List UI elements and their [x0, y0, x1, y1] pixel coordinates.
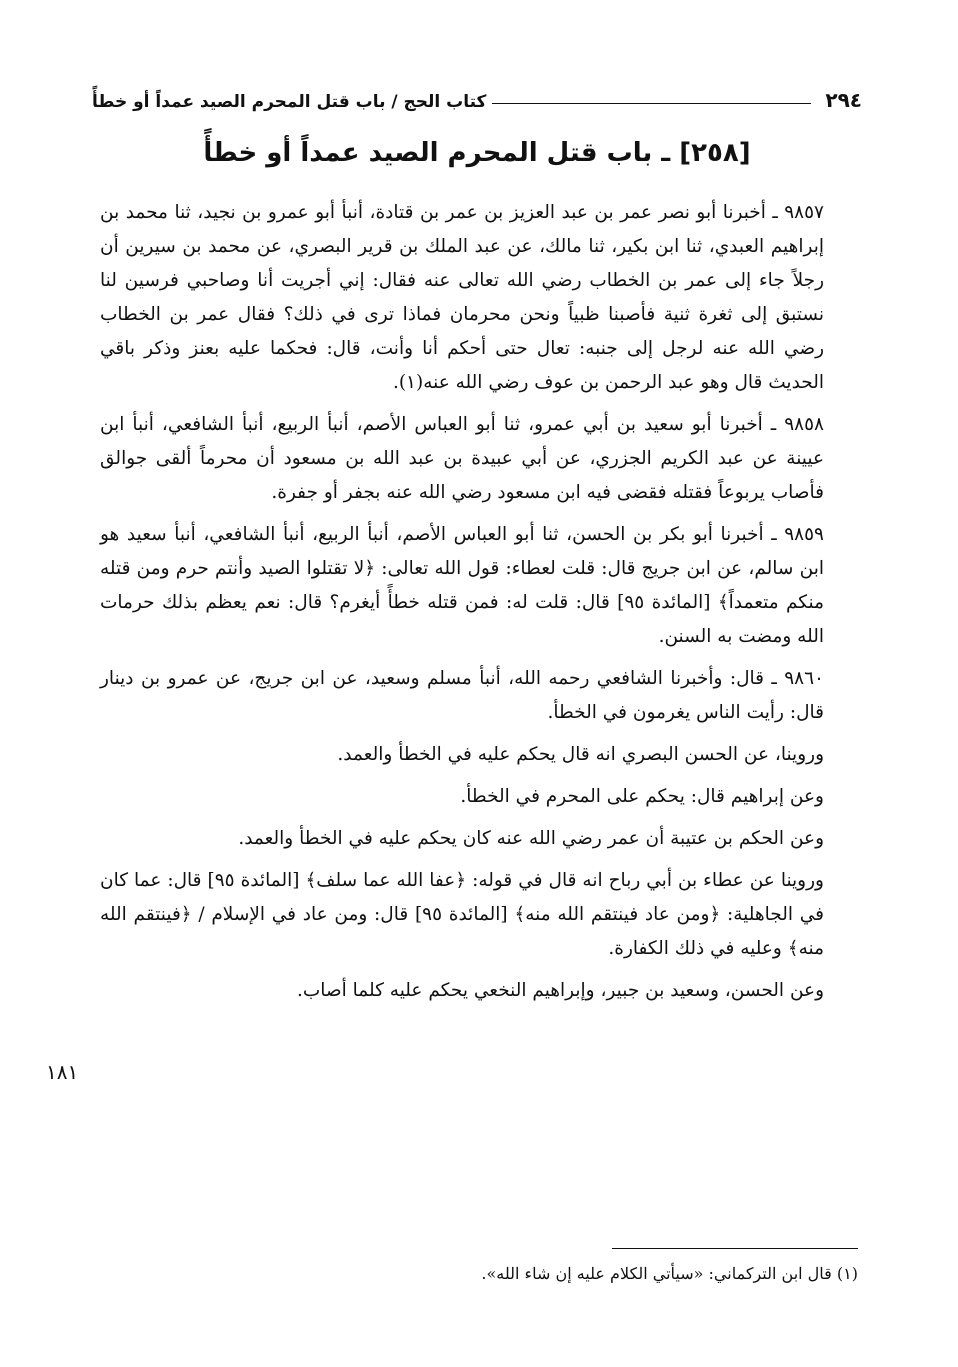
page-number: ٢٩٤: [825, 88, 862, 112]
footnote: (١) قال ابن التركماني: «سيأتي الكلام عليه إن شاء الله».: [481, 1264, 858, 1283]
page-header: [92, 78, 862, 112]
running-title: كتاب الحج / باب قتل المحرم الصيد عمداً أو خطأً: [92, 92, 487, 112]
header-rule: [492, 103, 811, 104]
hadith-9859: ٩٨٥٩ ـ أخبرنا أبو بكر بن الحسن، ثنا أبو العباس الأصم، أنبأ الربيع، أنبأ الشافعي، أنبأ سعيد هو ابن سالم، عن ابن جريج قال: قلت لعطاء: قول الله تعالى: ﴿لا تقتلوا الصيد وأنتم حرم ومن قتله منكم متعمداً﴾ [المائدة ٩٥] قال: قلت له: فمن قتله خطأً أيغرم؟ قال: نعم يعظم بذلك حرمات الله ومضت به السنن.: [100, 524, 824, 647]
narration-hasan-saeed: وعن الحسن، وسعيد بن جبير، وإبراهيم النخعي يحكم عليه كلما أصاب.: [297, 980, 824, 1001]
narration-ibrahim: وعن إبراهيم قال: يحكم على المحرم في الخطأ.: [460, 786, 824, 807]
body-text: [100, 196, 858, 1016]
narration-hakam: وعن الحكم بن عتيبة أن عمر رضي الله عنه كان يحكم عليه في الخطأ والعمد.: [238, 828, 824, 849]
narration-hasan: وروينا، عن الحسن البصري انه قال يحكم عليه في الخطأ والعمد.: [337, 744, 824, 765]
hadith-9857: ٩٨٥٧ ـ أخبرنا أبو نصر عمر بن عبد العزيز بن عمر بن قتادة، أنبأ أبو عمرو بن نجيد، ثنا محمد بن إبراهيم العبدي، ثنا ابن بكير، ثنا مالك، عن عبد الملك بن قرير البصري، عن محمد بن سيرين أن رجلاً جاء إلى عمر بن الخطاب رضي الله تعالى عنه فقال: إني أجريت أنا وصاحبي فرسين لنا نستبق إلى ثغرة ثنية فأصبنا ظبياً ونحن محرمان فماذا ترى في ذلك؟ فقال عمر بن الخطاب رضي الله عنه لرجل إلى جنبه: تعال حتى أحكم أنا وأنت، قال: فحكما عليه بعنز وذكر باقي الحديث قال وهو عبد الرحمن بن عوف رضي الله عنه(١).: [100, 202, 824, 393]
hadith-9860: ٩٨٦٠ ـ قال: وأخبرنا الشافعي رحمه الله، أنبأ مسلم وسعيد، عن ابن جريج، عن عمرو بن دينار قال: رأيت الناس يغرمون في الخطأ.: [100, 668, 824, 723]
chapter-title: [٢٥٨] ـ باب قتل المحرم الصيد عمداً أو خطأً: [203, 138, 751, 168]
footnote-rule: [612, 1248, 858, 1249]
narration-ata: وروينا عن عطاء بن أبي رباح انه قال في قوله: ﴿عفا الله عما سلف﴾ [المائدة ٩٥] قال: عما كان في الجاهلية: ﴿ومن عاد فينتقم الله منه﴾ [المائدة ٩٥] قال: ومن عاد في الإسلام / ﴿فينتقم الله منه﴾ وعليه في ذلك الكفارة.: [100, 870, 824, 959]
marginal-page-reference: ١٨١: [46, 1060, 79, 1084]
hadith-9858: ٩٨٥٨ ـ أخبرنا أبو سعيد بن أبي عمرو، ثنا أبو العباس الأصم، أنبأ الربيع، أنبأ الشافعي، أنبأ ابن عيينة عن عبد الكريم الجزري، عن أبي عبيدة بن عبد الله بن مسعود أن محرماً ألقى جوالق فأصاب يربوعاً فقتله فقضى فيه ابن مسعود رضي الله عنه بجفر أو جفرة.: [100, 414, 824, 503]
